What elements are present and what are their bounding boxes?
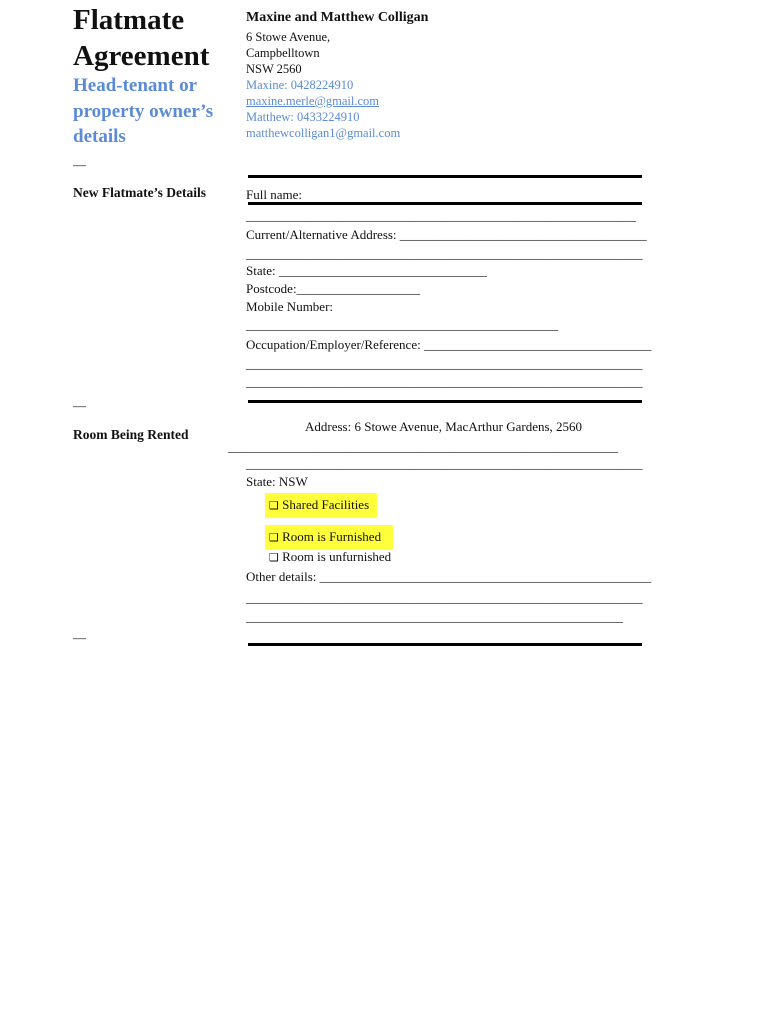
option-room-unfurnished[interactable] xyxy=(269,548,391,567)
other-details-blank-1[interactable]: _____________________________________________________________ xyxy=(246,590,643,605)
section-rule-3 xyxy=(248,643,642,646)
owner-state-postcode: NSW 2560 xyxy=(246,62,302,76)
option-furnished-label: Room is Furnished xyxy=(282,529,382,544)
occupation-blank-line-2[interactable]: _____________________________________________________________ xyxy=(246,374,643,389)
option-unfurnished-label: Room is unfurnished xyxy=(282,549,392,564)
matthew-email: matthewcolligan1@gmail.com xyxy=(246,126,401,140)
section-dash-1: — xyxy=(73,157,86,172)
checkbox-icon[interactable]: ❑ xyxy=(269,499,279,512)
doc-title-line1: Flatmate xyxy=(73,4,185,36)
section-rule-1 xyxy=(248,175,642,178)
state-field[interactable]: State: ________________________________ xyxy=(246,263,487,278)
maxine-email-link[interactable]: maxine.merle@gmail.com xyxy=(246,94,379,108)
mobile-label: Mobile Number: xyxy=(246,299,334,314)
full-name-blank[interactable]: ____________________________________________________________ xyxy=(246,208,636,223)
section-rule-2 xyxy=(248,400,642,403)
room-address-blank-1[interactable]: ____________________________________________________________ xyxy=(228,439,618,454)
subtitle-line2: property owner’s xyxy=(73,101,214,122)
occupation-blank-line-1[interactable]: _____________________________________________________________ xyxy=(246,356,643,371)
postcode-field[interactable]: Postcode:___________________ xyxy=(246,281,421,296)
room-address-blank-2[interactable]: _____________________________________________________________ xyxy=(246,456,643,471)
doc-title-line2: Agreement xyxy=(73,40,210,72)
section-dash-2: — xyxy=(73,398,86,413)
option-shared-facilities[interactable] xyxy=(265,493,377,518)
owner-street: 6 Stowe Avenue, xyxy=(246,30,331,44)
owner-suburb: Campbelltown xyxy=(246,46,320,60)
owner-names: Maxine and Matthew Colligan xyxy=(246,10,429,25)
current-address-field[interactable]: Current/Alternative Address: ______________________________________ xyxy=(246,227,647,242)
checkbox-icon[interactable]: ❑ xyxy=(269,551,279,564)
full-name-input-rule xyxy=(248,202,642,205)
occupation-field[interactable]: Occupation/Employer/Reference: ___________________________________ xyxy=(246,337,652,352)
room-section-label: Room Being Rented xyxy=(73,427,189,442)
matthew-phone: Matthew: 0433224910 xyxy=(246,110,360,124)
subtitle-line1: Head-tenant or xyxy=(73,75,198,96)
section-dash-3: — xyxy=(73,630,86,645)
other-details-blank-2[interactable]: __________________________________________________________ xyxy=(246,609,623,624)
flatmate-section-label: New Flatmate’s Details xyxy=(73,185,206,200)
checkbox-icon[interactable]: ❑ xyxy=(269,531,279,544)
address-blank-line[interactable]: _____________________________________________________________ xyxy=(246,246,643,261)
subtitle-line3: details xyxy=(73,126,126,147)
other-details-field[interactable]: Other details: ___________________________________________________ xyxy=(246,569,652,584)
maxine-phone: Maxine: 0428224910 xyxy=(246,78,354,92)
mobile-blank-line[interactable]: ________________________________________________ xyxy=(246,317,558,332)
option-room-furnished[interactable] xyxy=(265,525,393,550)
option-shared-label: Shared Facilities xyxy=(282,497,370,512)
room-state: State: NSW xyxy=(246,474,308,489)
room-address: Address: 6 Stowe Avenue, MacArthur Gardens, 2560 xyxy=(305,419,583,434)
full-name-label: Full name: xyxy=(246,187,302,202)
